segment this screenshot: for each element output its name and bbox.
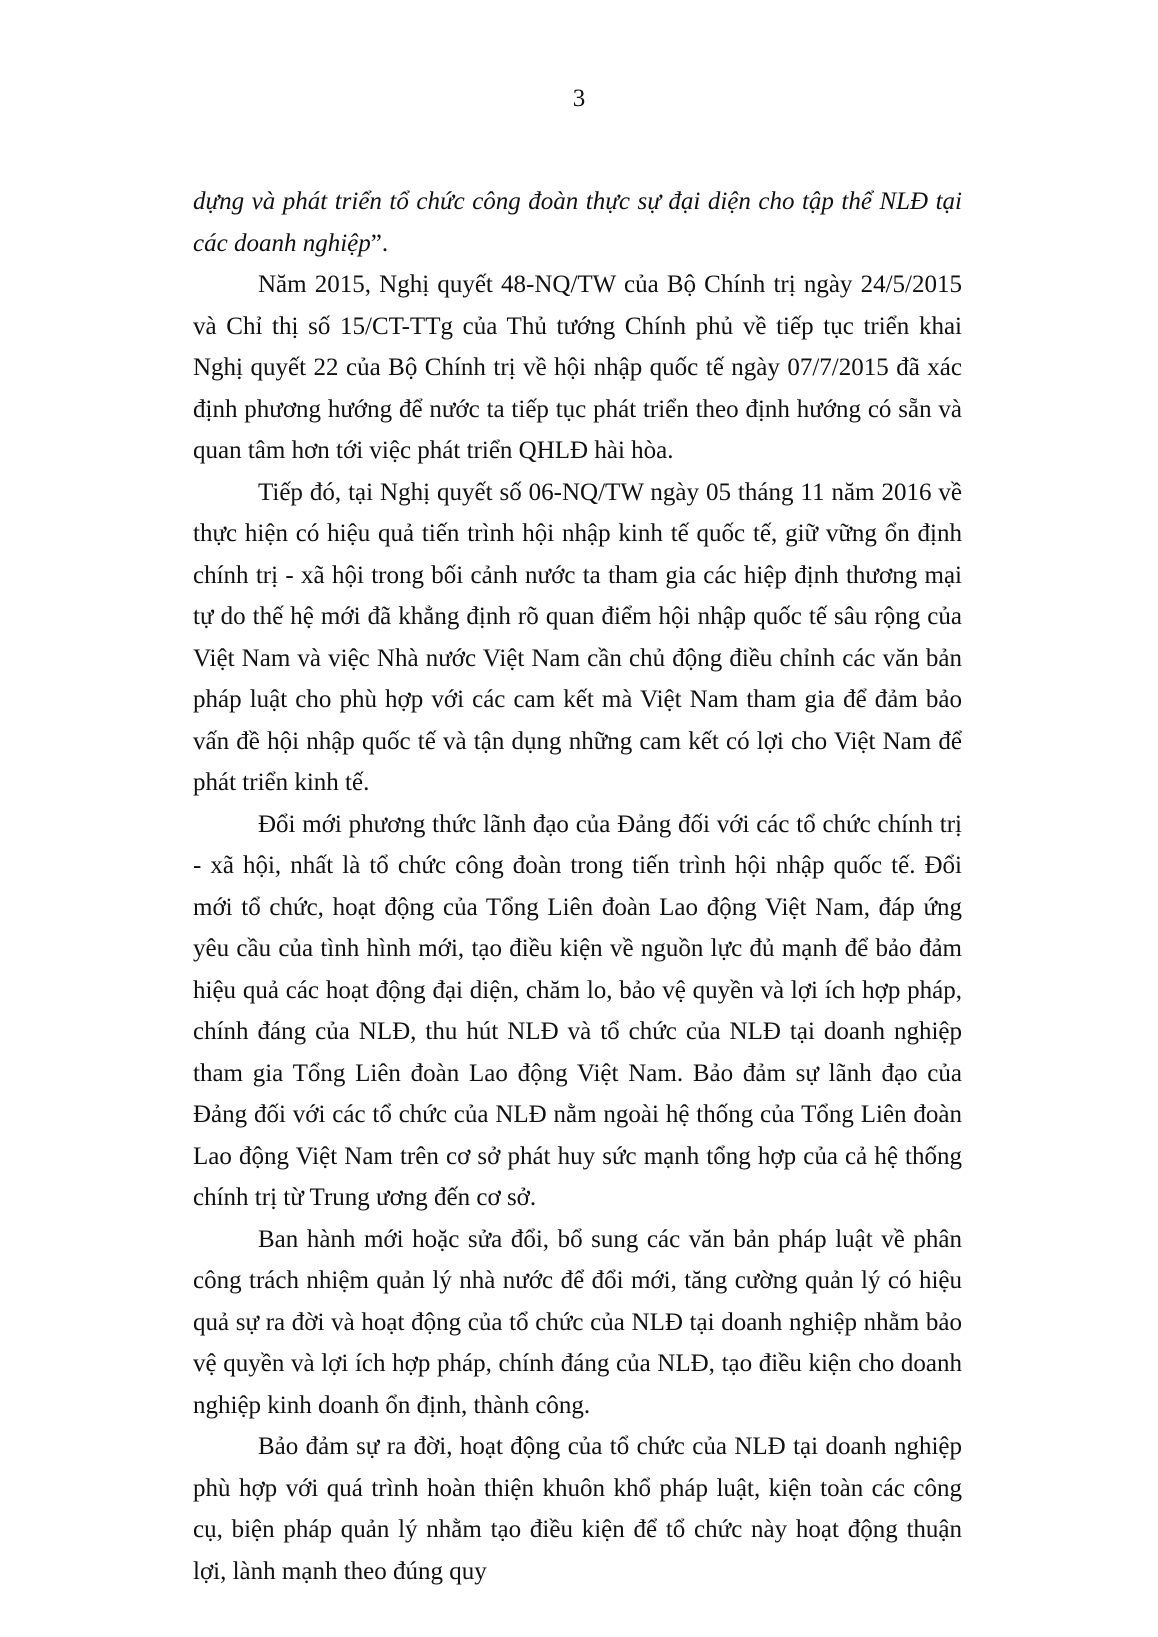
paragraph: Tiếp đó, tại Nghị quyết số 06-NQ/TW ngày 05 tháng 11 năm 2016 về thực hiện có hiệu quả tiến trình hội nhập kinh tế quốc tế, giữ vững ổn định chính trị - xã hội trong bối cảnh nước ta tham gia các hiệp định thương mại tự do thế hệ mới đã khẳng định rõ quan điểm hội nhập quốc tế sâu rộng của Việt Nam và việc Nhà nước Việt Nam cần chủ động điều chỉnh các văn bản pháp luật cho phù hợp với các cam kết mà Việt Nam tham gia để đảm bảo vấn đề hội nhập quốc tế và tận dụng những cam kết có lợi cho Việt Nam để phát triển kinh tế.	[193, 478, 962, 796]
page-number: 3	[572, 85, 586, 112]
paragraph: Năm 2015, Nghị quyết 48-NQ/TW của Bộ Chính trị ngày 24/5/2015 và Chỉ thị số 15/CT-TTg của Thủ tướng Chính phủ về tiếp tục triển khai Nghị quyết 22 của Bộ Chính trị về hội nhập quốc tế ngày 07/7/2015 đã xác định phương hướng để nước ta tiếp tục phát triển theo định hướng có sẵn và quan tâm hơn tới việc phát triển QHLĐ hài hòa.	[193, 271, 962, 464]
italic-quote: dựng và phát triển tổ chức công đoàn thực sự đại diện cho tập thể NLĐ tại các doanh nghiệp	[193, 188, 962, 257]
paragraph-continuation	[193, 181, 962, 264]
paragraph: Đổi mới phương thức lãnh đạo của Đảng đối với các tổ chức chính trị - xã hội, nhất là tổ chức công đoàn trong tiến trình hội nhập quốc tế. Đổi mới tổ chức, hoạt động của Tổng Liên đoàn Lao động Việt Nam, đáp ứng yêu cầu của tình hình mới, tạo điều kiện về nguồn lực đủ mạnh để bảo đảm hiệu quả các hoạt động đại diện, chăm lo, bảo vệ quyền và lợi ích hợp pháp, chính đáng của NLĐ, thu hút NLĐ và tổ chức của NLĐ tại doanh nghiệp tham gia Tổng Liên đoàn Lao động Việt Nam. Bảo đảm sự lãnh đạo của Đảng đối với các tổ chức của NLĐ nằm ngoài hệ thống của Tổng Liên đoàn Lao động Việt Nam trên cơ sở phát huy sức mạnh tổng hợp của cả hệ thống chính trị từ Trung ương đến cơ sở.	[193, 810, 962, 1211]
paragraph: Ban hành mới hoặc sửa đổi, bổ sung các văn bản pháp luật về phân công trách nhiệm quản lý nhà nước để đổi mới, tăng cường quản lý có hiệu quả sự ra đời và hoạt động của tổ chức của NLĐ tại doanh nghiệp nhằm bảo vệ quyền và lợi ích hợp pháp, chính đáng của NLĐ, tạo điều kiện cho doanh nghiệp kinh doanh ổn định, thành công.	[193, 1225, 962, 1419]
quote-close: ”.	[370, 229, 389, 257]
paragraph: Bảo đảm sự ra đời, hoạt động của tổ chức của NLĐ tại doanh nghiệp phù hợp với quá trình hoàn thiện khuôn khổ pháp luật, kiện toàn các công cụ, biện pháp quản lý nhằm tạo điều kiện để tổ chức này hoạt động thuận lợi, lành mạnh theo đúng quy	[193, 1433, 962, 1585]
document-body	[193, 181, 962, 1592]
